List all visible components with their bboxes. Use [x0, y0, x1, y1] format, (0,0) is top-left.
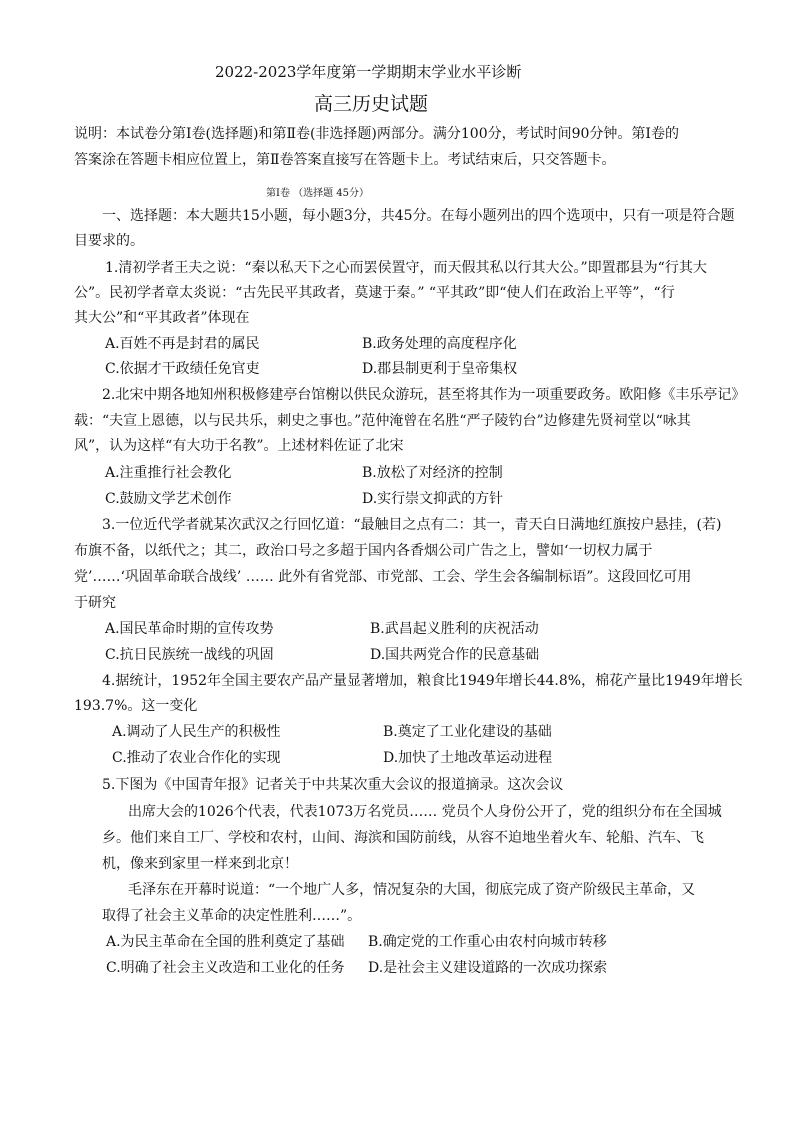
q5-excerpt-line-1: 出席大会的1026个代表，代表1073万名党员…… 党员个人身份公开了，党的组织分布在全国城 [128, 804, 722, 820]
q2-option-d[interactable]: D.实行崇文抑武的方针 [362, 491, 504, 507]
q2-options-row-1 [0, 463, 794, 483]
q1-option-c[interactable]: C.依据才干政绩任免官吏 [105, 361, 260, 377]
q2-option-c[interactable]: C.鼓励文学艺术创作 [105, 491, 232, 507]
q3-option-a[interactable]: A.国民革命时期的宣传攻势 [105, 621, 274, 637]
q3-options-row-2 [0, 645, 794, 665]
q2-option-a[interactable]: A.注重推行社会教化 [105, 465, 232, 481]
q2-stem-line-1: 2.北宋中期各地知州积极修建亭台馆榭以供民众游玩，甚至将其作为一项重要政务。欧阳修《丰乐亭记》 [102, 387, 746, 403]
section-intro-line-1: 一、选择题：本大题共15小题，每小题3分，共45分。在每小题列出的四个选项中，只有一项是符合题 [102, 208, 735, 224]
section-intro-line-2: 目要求的。 [74, 233, 144, 249]
q4-option-a[interactable]: A.调动了人民生产的积极性 [112, 724, 281, 740]
q4-option-d[interactable]: D.加快了土地改革运动进程 [383, 750, 553, 766]
q5-stem: 5.下图为《中国青年报》记者关于中共某次重大会议的报道摘录。这次会议 [102, 777, 564, 793]
q1-stem-line-2: 公”。民初学者章太炎说：“古先民平其政者，莫逮于秦。” “平其政”即“使人们在政治上平等”，“行 [74, 285, 675, 301]
q5-options-row-2 [0, 958, 794, 978]
q1-options-row-1 [0, 334, 794, 354]
q3-option-c[interactable]: C.抗日民族统一战线的巩固 [105, 647, 274, 663]
q3-stem-line-4: 于研究 [74, 595, 116, 611]
q5-excerpt-line-5: 取得了社会主义革命的决定性胜利……”。 [102, 908, 362, 924]
q5-option-b[interactable]: B.确定党的工作重心由农村向城市转移 [368, 934, 607, 950]
q3-options-row-1 [0, 619, 794, 639]
part-label: 第Ⅰ卷 （选择题 45分） [266, 188, 370, 199]
instructions-line-2: 答案涂在答题卡相应位置上，第Ⅱ卷答案直接写在答题卡上。考试结束后，只交答题卡。 [74, 152, 616, 168]
q3-option-b[interactable]: B.武昌起义胜利的庆祝活动 [370, 621, 539, 637]
q3-stem-line-2: 布旗不备，以纸代之；其二，政治口号之多超于国内各香烟公司广告之上，譬如‘一切权力属于 [74, 543, 653, 559]
q1-option-a[interactable]: A.百姓不再是封君的属民 [105, 336, 260, 352]
q5-excerpt-line-3: 机，像来到家里一样来到北京！ [102, 856, 298, 872]
q5-excerpt-line-2: 乡。他们来自工厂、学校和农村，山间、海滨和国防前线，从容不迫地坐着火车、轮船、汽车、飞 [102, 830, 704, 846]
q4-options-row-2 [0, 748, 794, 768]
subject-title: 高三历史试题 [314, 93, 429, 115]
q3-stem-line-3: 党’……‘巩固革命联合战线’ …… 此外有省党部、市党部、工会、学生会各编制标语”。这段回忆可用 [74, 569, 692, 585]
q3-stem-line-1: 3.一位近代学者就某次武汉之行回忆道：“最触目之点有二：其一，青天白日满地红旗按户悬挂，(若) [102, 517, 722, 533]
q5-excerpt-line-4: 毛泽东在开幕时说道：“一个地广人多，情况复杂的大国，彻底完成了资产阶级民主革命，又 [128, 882, 696, 898]
q4-option-c[interactable]: C.推动了农业合作化的实现 [112, 750, 281, 766]
q5-option-a[interactable]: A.为民主革命在全国的胜利奠定了基础 [106, 934, 345, 950]
q4-options-row-1 [0, 722, 794, 742]
q3-option-d[interactable]: D.国共两党合作的民意基础 [370, 647, 540, 663]
q5-option-c[interactable]: C.明确了社会主义改造和工业化的任务 [106, 960, 345, 976]
exam-title: 2022-2023学年度第一学期期末学业水平诊断 [215, 63, 522, 81]
q2-option-b[interactable]: B.放松了对经济的控制 [362, 465, 503, 481]
q1-option-b[interactable]: B.政务处理的高度程序化 [362, 336, 517, 352]
q1-options-row-2 [0, 359, 794, 379]
q1-stem-line-3: 其大公”和“平其政者”体现在 [74, 310, 250, 326]
q2-stem-line-3: 风”，认为这样“有大功于名教”。上述材料佐证了北宋 [74, 438, 404, 454]
q2-options-row-2 [0, 489, 794, 509]
q2-stem-line-2: 载：“夫宣上恩德，以与民共乐，刺史之事也。”范仲淹曾在名胜“严子陵钓台”边修建先贤祠堂以“咏其 [74, 413, 691, 429]
instructions-line-1: 说明：本试卷分第Ⅰ卷(选择题)和第Ⅱ卷(非选择题)两部分。满分100分，考试时间90分钟。第Ⅰ卷的 [74, 126, 679, 142]
q4-stem-line-2: 193.7%。这一变化 [74, 698, 198, 714]
q4-option-b[interactable]: B.奠定了工业化建设的基础 [383, 724, 552, 740]
q1-option-d[interactable]: D.郡县制更利于皇帝集权 [362, 361, 518, 377]
q4-stem-line-1: 4.据统计，1952年全国主要农产品产量显著增加，粮食比1949年增长44.8%，棉花产量比1949年增长 [102, 673, 743, 689]
q5-options-row-1 [0, 932, 794, 952]
q5-option-d[interactable]: D.是社会主义建设道路的一次成功探索 [368, 960, 608, 976]
q1-stem-line-1: 1.清初学者王夫之说：“秦以私天下之心而罢侯置守，而天假其私以行其大公。”即置郡县为“行其大 [105, 260, 707, 276]
